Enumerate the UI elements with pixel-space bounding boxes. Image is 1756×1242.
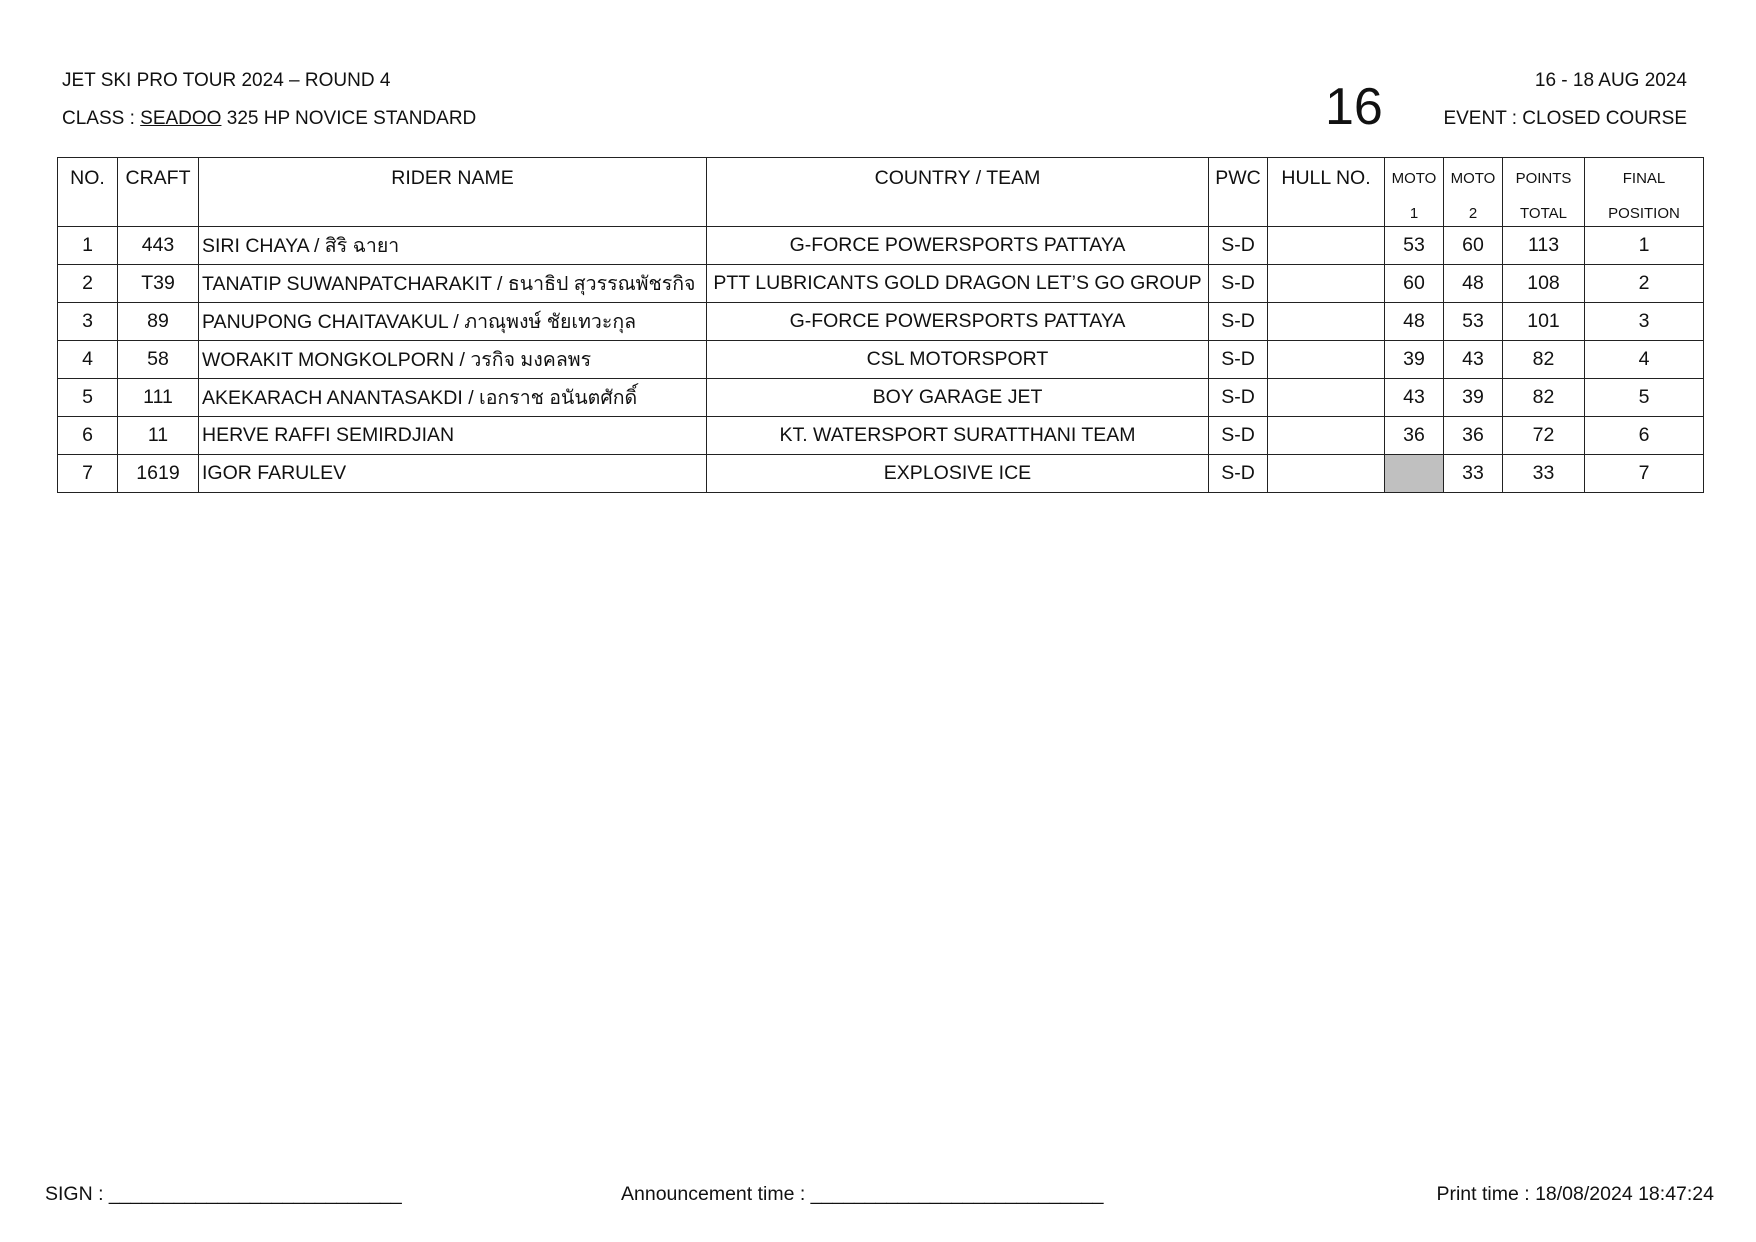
- cell-rider: HERVE RAFFI SEMIRDJIAN: [199, 417, 707, 455]
- cell-pwc: S-D: [1209, 341, 1268, 379]
- cell-moto2: 39: [1444, 379, 1503, 417]
- event-type: EVENT : CLOSED COURSE: [1443, 108, 1687, 129]
- cell-team: EXPLOSIVE ICE: [707, 455, 1209, 493]
- cell-position: 7: [1585, 455, 1704, 493]
- cell-rider: AKEKARACH ANANTASAKDI / เอกราช อนันตศักดิ์: [199, 379, 707, 417]
- cell-moto1: 48: [1385, 303, 1444, 341]
- class-prefix: CLASS :: [62, 108, 141, 129]
- col-header-team: COUNTRY / TEAM: [707, 158, 1209, 227]
- col-header-moto2: MOTO 2: [1444, 158, 1503, 227]
- results-table: [57, 157, 1704, 493]
- cell-hull: [1268, 379, 1385, 417]
- cell-craft: 1619: [118, 455, 199, 493]
- cell-moto1: 36: [1385, 417, 1444, 455]
- cell-craft: T39: [118, 265, 199, 303]
- class-rest: 325 HP NOVICE STANDARD: [221, 108, 477, 129]
- header-row: [58, 158, 1704, 227]
- cell-no: 1: [58, 227, 118, 265]
- cell-hull: [1268, 303, 1385, 341]
- cell-no: 4: [58, 341, 118, 379]
- print-time: Print time : 18/08/2024 18:47:24: [1436, 1183, 1714, 1205]
- cell-team: BOY GARAGE JET: [707, 379, 1209, 417]
- cell-position: 3: [1585, 303, 1704, 341]
- cell-total: 108: [1503, 265, 1585, 303]
- table-row: [58, 379, 1704, 417]
- table-row: [58, 227, 1704, 265]
- cell-team: KT. WATERSPORT SURATTHANI TEAM: [707, 417, 1209, 455]
- cell-rider: IGOR FARULEV: [199, 455, 707, 493]
- table-row: [58, 265, 1704, 303]
- class-number: 16: [1325, 78, 1383, 136]
- cell-total: 72: [1503, 417, 1585, 455]
- col-header-final-position: FINAL POSITION: [1585, 158, 1704, 227]
- col-header-pwc: PWC: [1209, 158, 1268, 227]
- cell-rider: PANUPONG CHAITAVAKUL / ภาณุพงษ์ ชัยเทวะกุล: [199, 303, 707, 341]
- class-line: [62, 108, 476, 130]
- cell-moto2: 53: [1444, 303, 1503, 341]
- cell-team: G-FORCE POWERSPORTS PATTAYA: [707, 227, 1209, 265]
- cell-team: CSL MOTORSPORT: [707, 341, 1209, 379]
- event-dates: 16 - 18 AUG 2024: [1534, 70, 1687, 91]
- cell-hull: [1268, 455, 1385, 493]
- col-header-hull: HULL NO.: [1268, 158, 1385, 227]
- cell-position: 5: [1585, 379, 1704, 417]
- cell-pwc: S-D: [1209, 303, 1268, 341]
- cell-moto1: 43: [1385, 379, 1444, 417]
- cell-pwc: S-D: [1209, 417, 1268, 455]
- cell-team: G-FORCE POWERSPORTS PATTAYA: [707, 303, 1209, 341]
- cell-hull: [1268, 341, 1385, 379]
- cell-moto2: 43: [1444, 341, 1503, 379]
- cell-position: 1: [1585, 227, 1704, 265]
- cell-pwc: S-D: [1209, 227, 1268, 265]
- cell-total: 101: [1503, 303, 1585, 341]
- cell-total: 33: [1503, 455, 1585, 493]
- cell-moto1: 53: [1385, 227, 1444, 265]
- cell-total: 82: [1503, 379, 1585, 417]
- cell-moto2: 36: [1444, 417, 1503, 455]
- event-title: JET SKI PRO TOUR 2024 – ROUND 4: [62, 70, 391, 91]
- class-brand: SEADOO: [140, 108, 222, 129]
- cell-team: PTT LUBRICANTS GOLD DRAGON LET’S GO GROUP: [707, 265, 1209, 303]
- cell-hull: [1268, 227, 1385, 265]
- cell-position: 6: [1585, 417, 1704, 455]
- cell-moto2: 60: [1444, 227, 1503, 265]
- cell-rider: WORAKIT MONGKOLPORN / วรกิจ มงคลพร: [199, 341, 707, 379]
- cell-total: 113: [1503, 227, 1585, 265]
- table-row: [58, 417, 1704, 455]
- col-header-moto1: MOTO 1: [1385, 158, 1444, 227]
- cell-pwc: S-D: [1209, 265, 1268, 303]
- table-row: [58, 303, 1704, 341]
- cell-hull: [1268, 265, 1385, 303]
- cell-moto1: 39: [1385, 341, 1444, 379]
- cell-craft: 58: [118, 341, 199, 379]
- col-header-craft: CRAFT: [118, 158, 199, 227]
- cell-no: 3: [58, 303, 118, 341]
- cell-moto1: 60: [1385, 265, 1444, 303]
- cell-no: 6: [58, 417, 118, 455]
- table-row: [58, 455, 1704, 493]
- cell-no: 5: [58, 379, 118, 417]
- col-header-no: NO.: [58, 158, 118, 227]
- sign-line: SIGN : ___________________________: [45, 1183, 402, 1205]
- cell-pwc: S-D: [1209, 455, 1268, 493]
- announcement-time-line: Announcement time : ___________________________: [621, 1183, 1104, 1205]
- cell-total: 82: [1503, 341, 1585, 379]
- cell-rider: TANATIP SUWANPATCHARAKIT / ธนาธิป สุวรรณพัชรกิจ: [199, 265, 707, 303]
- cell-craft: 89: [118, 303, 199, 341]
- cell-no: 7: [58, 455, 118, 493]
- cell-moto2: 48: [1444, 265, 1503, 303]
- cell-craft: 443: [118, 227, 199, 265]
- cell-craft: 111: [118, 379, 199, 417]
- cell-moto1-blank: [1385, 455, 1444, 493]
- cell-position: 2: [1585, 265, 1704, 303]
- cell-no: 2: [58, 265, 118, 303]
- cell-hull: [1268, 417, 1385, 455]
- cell-position: 4: [1585, 341, 1704, 379]
- cell-moto2: 33: [1444, 455, 1503, 493]
- cell-pwc: S-D: [1209, 379, 1268, 417]
- col-header-rider: RIDER NAME: [199, 158, 707, 227]
- cell-craft: 11: [118, 417, 199, 455]
- col-header-points-total: POINTS TOTAL: [1503, 158, 1585, 227]
- table-row: [58, 341, 1704, 379]
- cell-rider: SIRI CHAYA / สิริ ฉายา: [199, 227, 707, 265]
